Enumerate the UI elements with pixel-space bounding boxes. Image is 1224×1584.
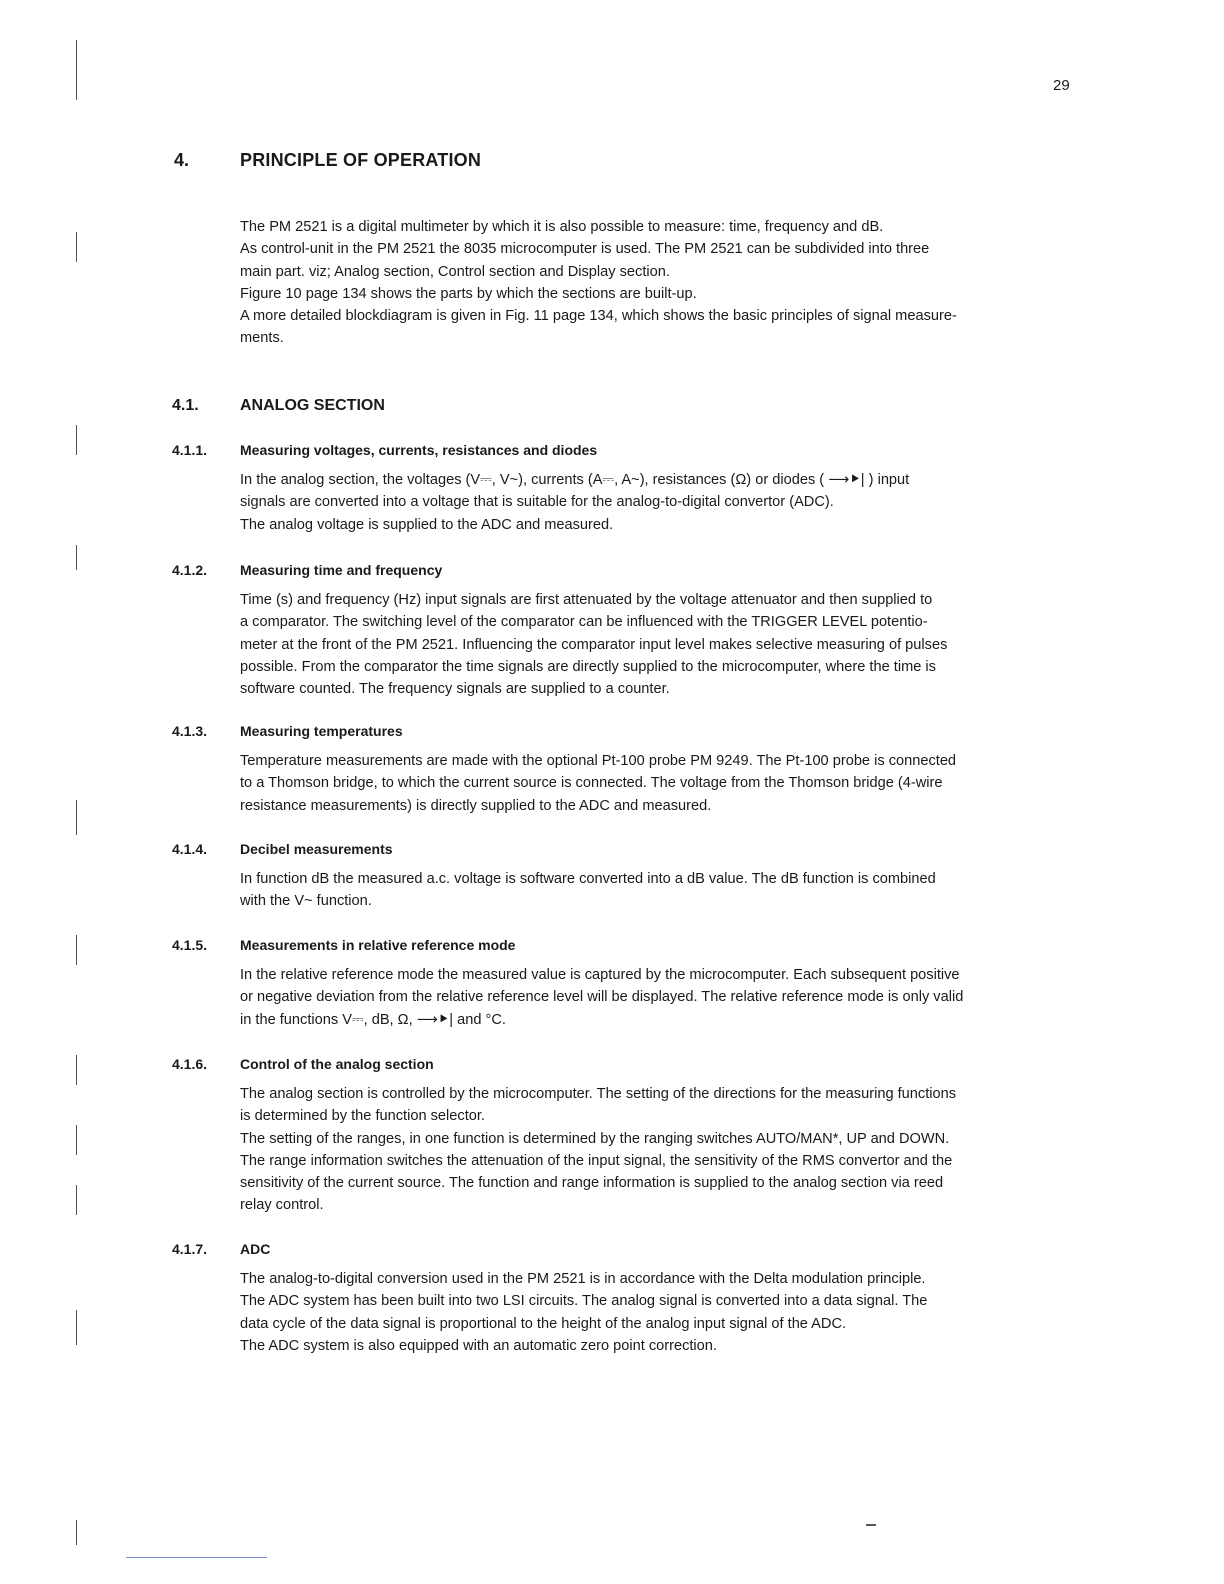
subsection-number: 4.1.3. xyxy=(172,723,208,739)
section-title: ANALOG SECTION xyxy=(240,397,385,414)
scan-mark xyxy=(76,800,77,835)
subsection-title: Measuring time and frequency xyxy=(240,562,443,578)
intro-line: ments. xyxy=(240,330,284,347)
scan-mark xyxy=(76,1520,77,1545)
body-line: in the functions V⎓, dB, Ω, ⟶⯈| and °C. xyxy=(240,1011,506,1028)
subsection-title: Measuring temperatures xyxy=(240,723,403,739)
body-line: The range information switches the attenuation of the input signal, the sensitivity of the RMS convertor and the xyxy=(240,1152,953,1169)
scan-mark xyxy=(76,1310,77,1345)
bottom-rule xyxy=(126,1557,267,1558)
body-line: meter at the front of the PM 2521. Influencing the comparator input level makes selective measuring of pulses xyxy=(240,636,948,653)
page-number: 29 xyxy=(1053,77,1070,94)
subsection-body xyxy=(240,750,1090,817)
body-line: software counted. The frequency signals are supplied to a counter. xyxy=(240,681,670,698)
body-line: data cycle of the data signal is proportional to the height of the analog input signal of the ADC. xyxy=(240,1315,847,1332)
subsection-body xyxy=(240,469,1090,536)
subsection-title: Decibel measurements xyxy=(240,841,393,857)
body-line: possible. From the comparator the time signals are directly supplied to the microcomputer, where the time is xyxy=(240,658,936,675)
body-line: The analog section is controlled by the microcomputer. The setting of the directions for the measuring functions xyxy=(240,1086,957,1102)
scan-mark xyxy=(76,545,77,570)
body-line: Time (s) and frequency (Hz) input signals are first attenuated by the voltage attenuator and then supplied to xyxy=(240,592,933,608)
body-line: The analog voltage is supplied to the ADC and measured. xyxy=(240,516,614,533)
body-line: resistance measurements) is directly supplied to the ADC and measured. xyxy=(240,797,712,814)
body-line: to a Thomson bridge, to which the current source is connected. The voltage from the Thomson bridge (4-wire xyxy=(240,775,943,792)
subsection-body xyxy=(240,1268,1090,1357)
subsection-body xyxy=(240,589,1090,700)
scan-mark xyxy=(76,40,77,100)
subsection-number: 4.1.4. xyxy=(172,841,208,857)
intro-line: Figure 10 page 134 shows the parts by which the sections are built-up. xyxy=(240,285,697,302)
subsection-number: 4.1.5. xyxy=(172,937,208,953)
body-line: The analog-to-digital conversion used in the PM 2521 is in accordance with the Delta modulation principle. xyxy=(240,1271,926,1287)
scan-mark xyxy=(76,1185,77,1215)
subsection-number: 4.1.7. xyxy=(172,1241,208,1257)
chapter-intro xyxy=(240,216,1090,350)
body-line: The ADC system is also equipped with an automatic zero point correction. xyxy=(240,1337,717,1354)
scan-mark xyxy=(76,425,77,455)
body-line: with the V~ function. xyxy=(240,893,372,910)
section-number: 4.1. xyxy=(172,397,199,414)
chapter-title: PRINCIPLE OF OPERATION xyxy=(240,150,482,170)
body-line: or negative deviation from the relative reference level will be displayed. The relative reference mode is only valid xyxy=(240,989,964,1006)
body-line: Temperature measurements are made with the optional Pt-100 probe PM 9249. The Pt-100 probe is connected xyxy=(240,753,957,769)
body-line: In function dB the measured a.c. voltage is software converted into a dB value. The dB function is combined xyxy=(240,871,936,887)
body-line: signals are converted into a voltage that is suitable for the analog-to-digital convertor (ADC). xyxy=(240,494,834,511)
subsection-title: ADC xyxy=(240,1241,271,1257)
scan-mark xyxy=(76,232,77,262)
body-line: In the analog section, the voltages (V⎓, V~), currents (A⎓, A~), resistances (Ω) or diodes ( ⟶⯈| ) input xyxy=(240,472,910,488)
body-line: The setting of the ranges, in one function is determined by the ranging switches AUTO/MAN*, UP and DOWN. xyxy=(240,1130,950,1147)
intro-line: The PM 2521 is a digital multimeter by which it is also possible to measure: time, frequency and dB. xyxy=(240,219,884,235)
scan-mark xyxy=(866,1524,876,1526)
intro-line: As control-unit in the PM 2521 the 8035 microcomputer is used. The PM 2521 can be subdivided into three xyxy=(240,241,930,258)
body-line: The ADC system has been built into two LSI circuits. The analog signal is converted into a data signal. The xyxy=(240,1293,928,1310)
body-line: In the relative reference mode the measured value is captured by the microcomputer. Each subsequent positive xyxy=(240,967,960,983)
body-line: is determined by the function selector. xyxy=(240,1108,485,1125)
chapter-number: 4. xyxy=(174,150,190,170)
subsection-number: 4.1.1. xyxy=(172,442,208,458)
body-line: relay control. xyxy=(240,1197,324,1214)
body-line: a comparator. The switching level of the comparator can be influenced with the TRIGGER LEVEL potentio- xyxy=(240,614,928,631)
subsection-title: Measurements in relative reference mode xyxy=(240,937,516,953)
scan-mark xyxy=(76,935,77,965)
scan-mark xyxy=(76,1055,77,1085)
subsection-body xyxy=(240,964,1090,1031)
subsection-body xyxy=(240,868,1090,913)
scan-mark xyxy=(76,1125,77,1155)
intro-line: A more detailed blockdiagram is given in Fig. 11 page 134, which shows the basic principles of signal measure- xyxy=(240,308,957,325)
subsection-title: Measuring voltages, currents, resistances and diodes xyxy=(240,442,598,458)
intro-line: main part. viz; Analog section, Control section and Display section. xyxy=(240,263,670,280)
subsection-number: 4.1.2. xyxy=(172,562,208,578)
subsection-title: Control of the analog section xyxy=(240,1056,434,1072)
subsection-number: 4.1.6. xyxy=(172,1056,208,1072)
body-line: sensitivity of the current source. The function and range information is supplied to the analog section via reed xyxy=(240,1175,944,1192)
subsection-body xyxy=(240,1083,1090,1217)
